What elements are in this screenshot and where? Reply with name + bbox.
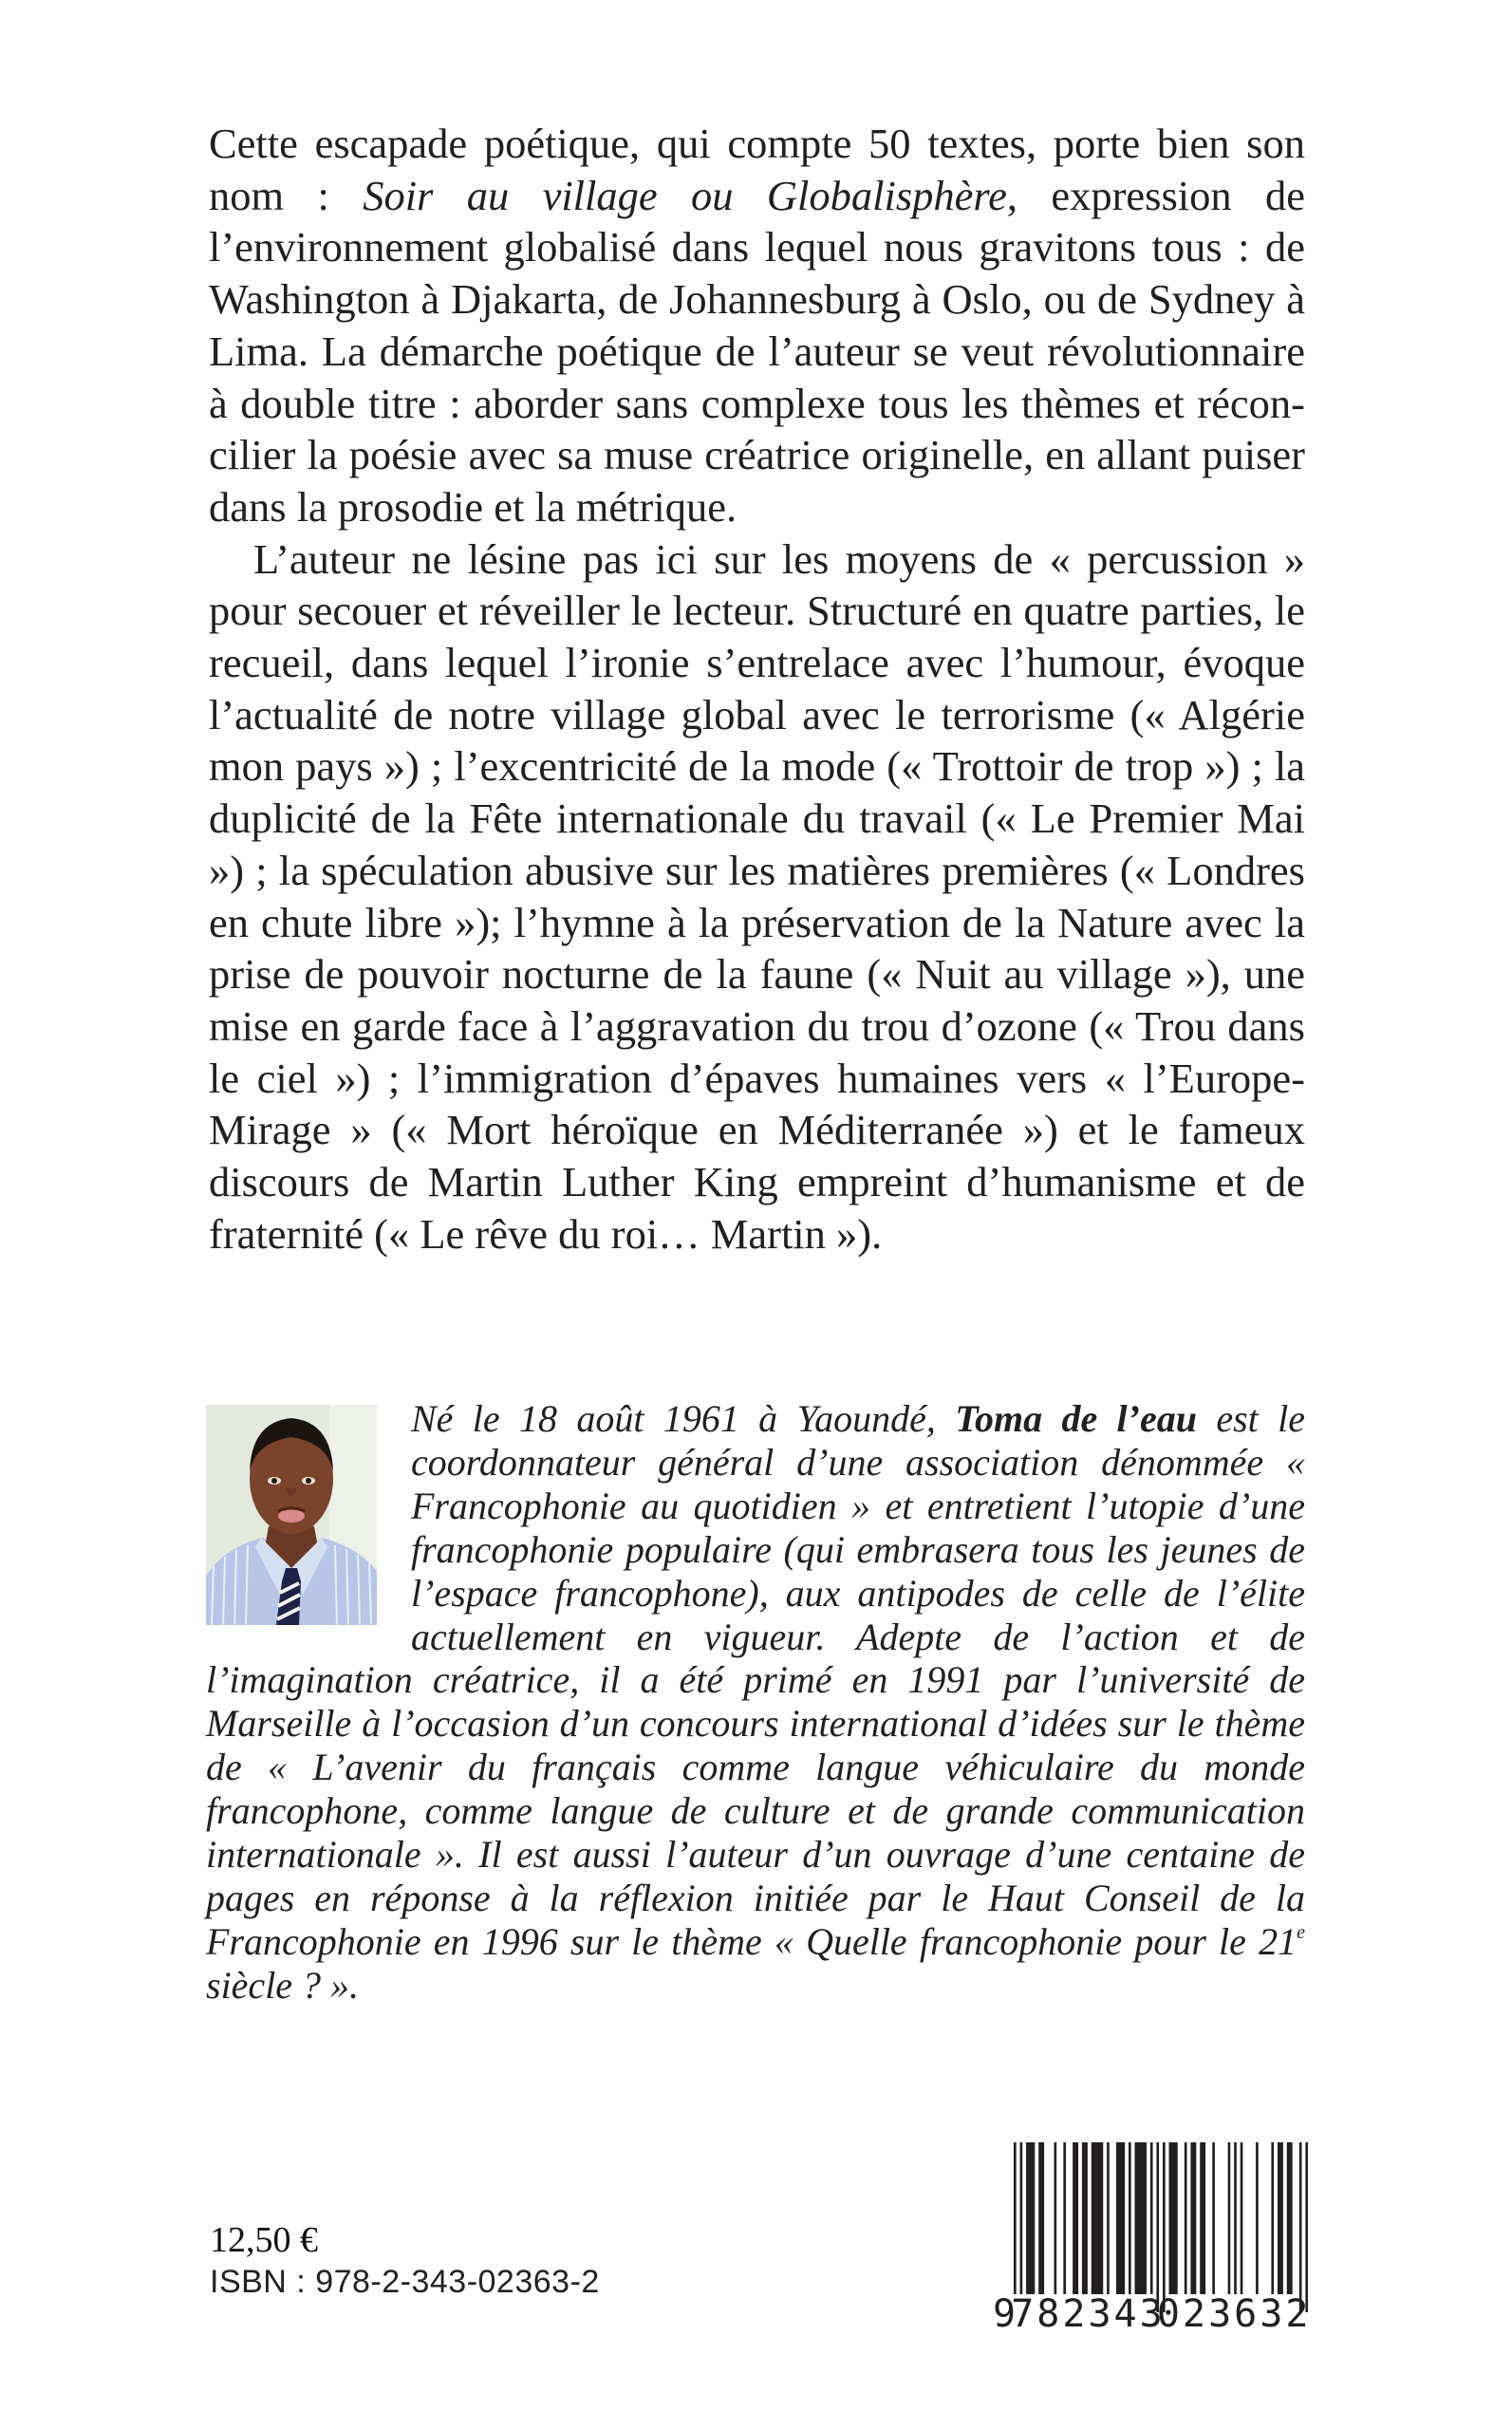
author-name: Toma de l’eau bbox=[955, 1397, 1197, 1440]
description-paragraph-2: L’auteur ne lésine pas ici sur les moyens de « percussion » pour secouer et réveiller le lecteur. Structuré en quatre parties, le recueil, dans lequel l’ironie s’entrelace avec l’humour, évoque l’actualité de notre village global avec le terrorisme (« Algérie mon pays ») ; l’excentricité de la mode (« Trottoir de trop ») ; la duplicité de la Fête internationale du travail (« Le Premier Mai ») ; la spéculation abusive sur les matières premières (« Londres en chute libre »); l’hymne à la préservation de la Nature avec la prise de pouvoir nocturne de la faune (« Nuit au village »), une mise en garde face à l’aggravation du trou d’ozone (« Trou dans le ciel ») ; l’immigration d’épaves humaines vers « l’Europe-Mirage » (« Mort héroïque en Méditerranée ») et le fameux discours de Martin Luther King empreint d’humanisme et de fraternité (« Le rêve du roi… Martin »). bbox=[209, 534, 1305, 1258]
svg-text:782343: 782343 bbox=[1011, 2292, 1166, 2336]
description-paragraph-1 bbox=[209, 118, 1305, 533]
ordinal-superscript: e bbox=[1297, 1921, 1305, 1943]
author-photo bbox=[206, 1405, 377, 1625]
svg-text:9: 9 bbox=[993, 2292, 1017, 2336]
barcode-icon bbox=[987, 2142, 1315, 2337]
bio-text-end: siècle ? ». bbox=[206, 1963, 360, 2007]
author-portrait-icon bbox=[206, 1405, 377, 1625]
paragraph-text: Cette escapade poétique, qui compte 50 textes, porte bien son nom : bbox=[209, 120, 1305, 219]
ean13-barcode bbox=[987, 2142, 1315, 2337]
bio-text: est le coordonnateur général d’une association dénommée « Francophonie au quotidien » et entretient l’utopie d’une francophonie populaire (qui embrasera tous les jeunes de l’espace francophone), aux antipodes de celle de l’élite actuellement en vigueur. Adepte de l’action et de l’imagination créatrice, il a été primé en 1991 par l’université de Marseille à l’occasion d’un concours international d’idées sur le thème de « L’avenir du français comme langue véhiculaire du monde francophone, comme langue de culture et de grande communication internationale ». Il est aussi l’auteur d’un ouvrage d’une centaine de pages en réponse à la réflexion initiée par le Haut Conseil de la Francophonie en 1996 sur le thème « Quelle francophonie pour le 21 bbox=[206, 1397, 1306, 1963]
book-description bbox=[209, 118, 1305, 1260]
paragraph-text: , expression de l’environnement globalisé dans lequel nous gravitons tous : de Washington à Djakarta, de Johannesburg à Oslo, ou de Sydney à Lima. La démarche poétique de l’auteur se veut révolutionnaire à double titre : aborder sans complexe tous les thèmes et réconcilier la poésie avec sa muse créatrice originelle, en allant puiser dans la prosodie et la métrique. bbox=[209, 171, 1305, 531]
isbn-label: ISBN : 978-2-343-02363-2 bbox=[210, 2264, 600, 2300]
svg-text:023632: 023632 bbox=[1156, 2292, 1312, 2336]
price-label: 12,50 € bbox=[210, 2220, 318, 2260]
book-title: Soir au village ou Globalisphère bbox=[363, 171, 1007, 219]
author-bio bbox=[206, 1397, 1305, 2008]
bio-intro: Né le 18 août 1961 à Yaoundé, bbox=[411, 1397, 956, 1440]
